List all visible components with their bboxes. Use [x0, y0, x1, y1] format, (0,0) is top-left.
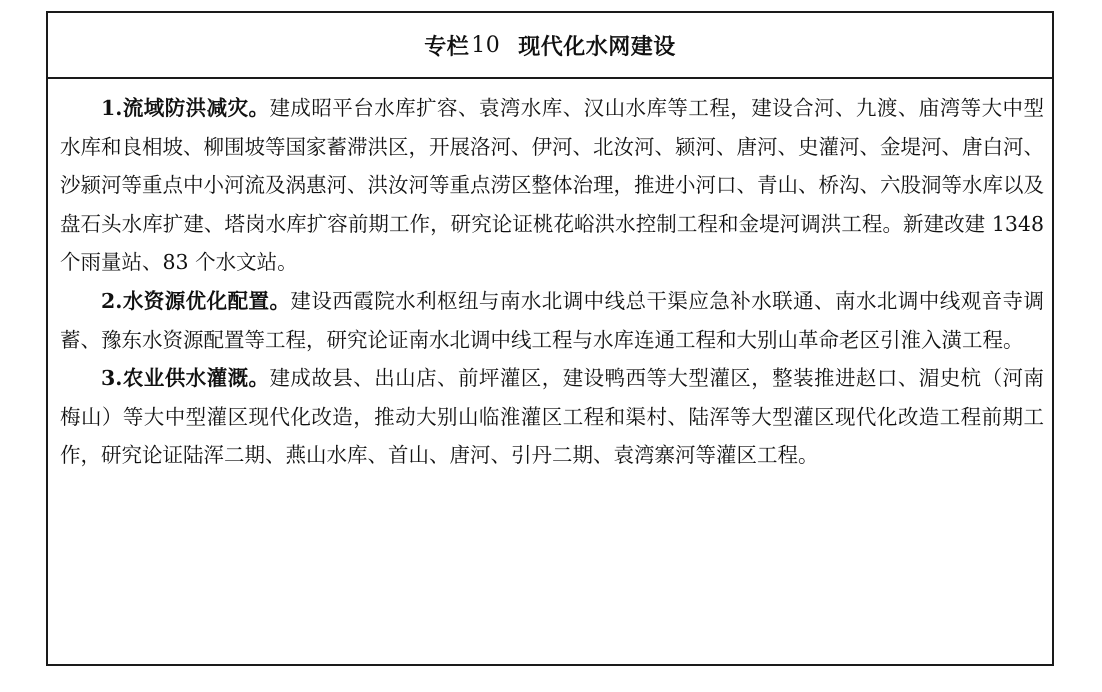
section-heading: 1.流域防洪减灾。	[101, 96, 270, 120]
section-heading: 2.水资源优化配置。	[101, 288, 291, 313]
column-box	[46, 11, 1054, 666]
section-body: 建成故县、出山店、前坪灌区，建设鸭西等大型灌区，整装推进赵口、湄史杭（河南梅山）等大中型灌区现代化改造，推动大别山临淮灌区工程和渠村、陆浑等大型灌区现代化改造工程前期工作，研究论证陆浑二期、燕山水库、首山、唐河、引丹二期、袁湾寨河等灌区工程。	[60, 366, 1044, 468]
column-content	[48, 79, 1052, 475]
section-water-allocation	[60, 282, 1044, 359]
column-title-number: 10	[471, 32, 501, 58]
section-body: 建成昭平台水库扩容、袁湾水库、汉山水库等工程，建设合河、九渡、庙湾等大中型水库和良相坡、柳围坡等国家蓄滞洪区，开展洛河、伊河、北汝河、颍河、唐河、史灌河、金堤河、唐白河、沙颍河等重点中小河流及涡惠河、洪汝河等重点涝区整体治理，推进小河口、青山、桥沟、六股洞等水库以及盘石头水库扩建、塔岗水库扩容前期工作，研究论证桃花峪洪水控制工程和金堤河调洪工程。新建改建 1348 个雨量站、83 个水文站。	[60, 96, 1044, 275]
section-heading: 3.农业供水灌溉。	[101, 366, 270, 391]
section-body: 建设西霞院水利枢纽与南水北调中线总干渠应急补水联通、南水北调中线观音寺调蓄、豫东水资源配置等工程，研究论证南水北调中线工程与水库连通工程和大别山革命老区引淮入潢工程。	[60, 288, 1045, 352]
section-irrigation	[60, 359, 1044, 475]
column-title-prefix: 专栏	[424, 34, 470, 60]
section-flood-control	[60, 89, 1044, 282]
column-title-text: 现代化水网建设	[518, 34, 676, 60]
column-title	[48, 13, 1052, 79]
